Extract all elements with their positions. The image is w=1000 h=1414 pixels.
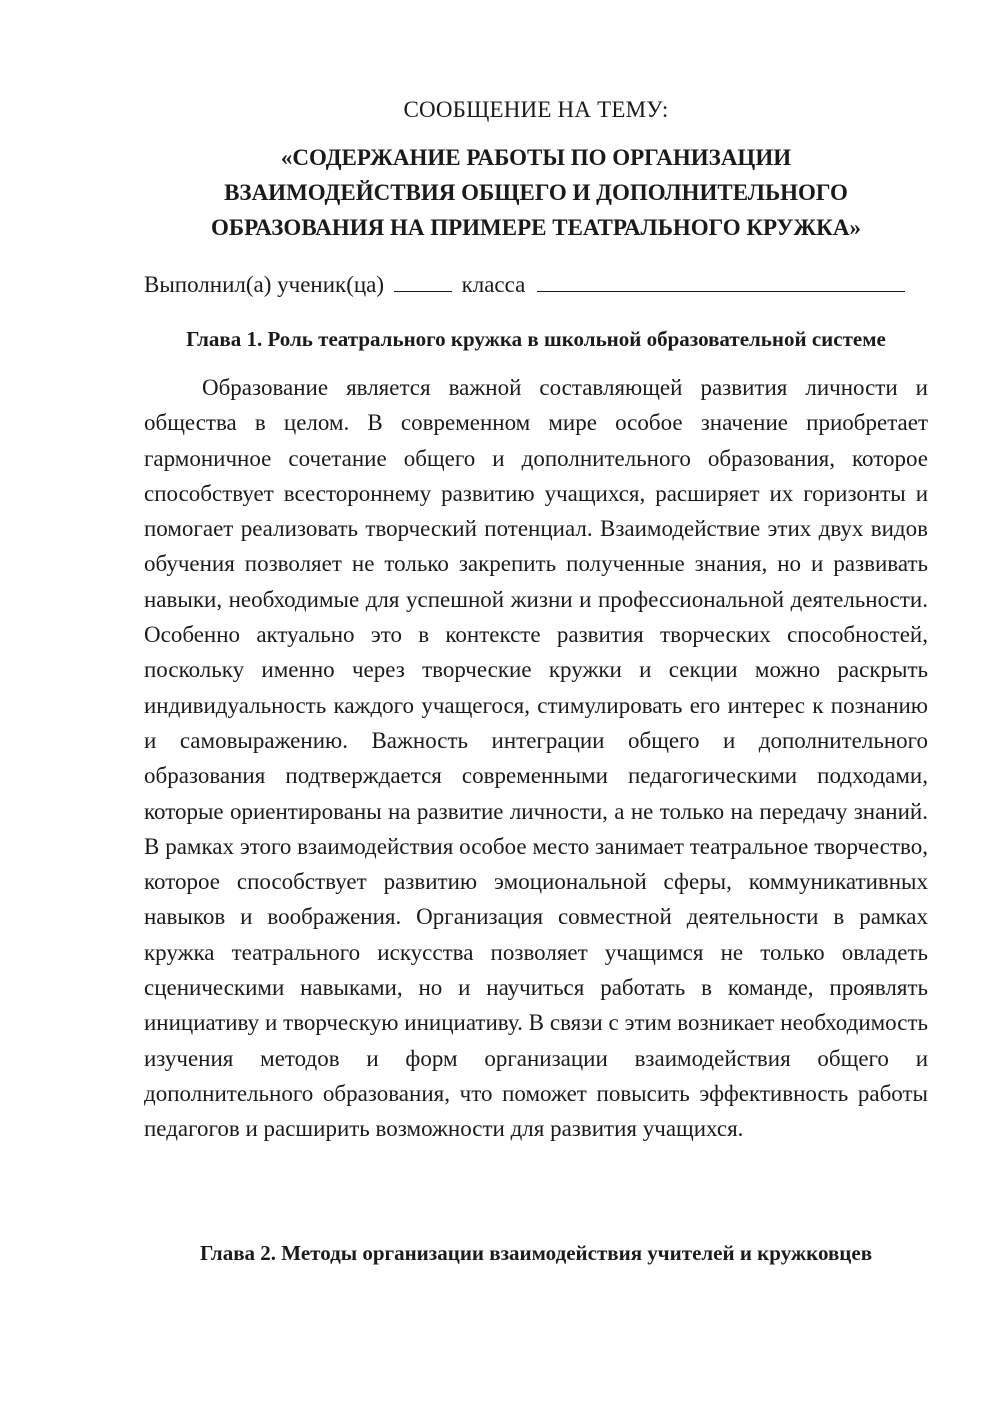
- student-name-blank: [537, 271, 905, 292]
- student-label: Выполнил(а) ученик(ца): [144, 272, 385, 297]
- class-number-blank: [394, 271, 452, 292]
- signature-line: [144, 268, 928, 302]
- chapter-1-title: Глава 1. Роль театрального кружка в школьной образовательной системе: [186, 327, 886, 351]
- class-label: класса: [461, 272, 526, 297]
- chapter-2-title: Глава 2. Методы организации взаимодействия учителей и кружковцев: [199, 1241, 873, 1265]
- chapter-1-paragraph: Образование является важной составляющей развития личности и общества в целом. В современном мире особое значение приобретает гармоничное сочетание общего и дополнительного образования, которое способствует всестороннему развитию учащихся, расширяет их горизонты и помогает реализовать творческий потенциал. Взаимодействие этих двух видов обучения позволяет не только закрепить полученные знания, но и развивать навыки, необходимые для успешной жизни и профессиональной деятельности. Особенно актуально это в контексте развития творческих способностей, поскольку именно через творческие кружки и секции можно раскрыть индивидуальность каждого учащегося, стимулировать его интерес к познанию и самовыражению. Важность интеграции общего и дополнительного образования подтверждается современными педагогическими подходами, которые ориентированы на развитие личности, а не только на передачу знаний. В рамках этого взаимодействия особое место занимает театральное творчество, которое способствует развитию эмоциональной сферы, коммуникативных навыков и воображения. Организация совместной деятельности в рамках кружка театрального искусства позволяет учащимся не только овладеть сценическими навыками, но и научиться работать в команде, проявлять инициативу и творческую инициативу. В связи с этим возникает необходимость изучения методов и форм организации взаимодействия общего и дополнительного образования, что поможет повысить эффективность работы педагогов и расширить возможности для развития учащихся.: [144, 375, 928, 1142]
- title-line-2: ВЗАИМОДЕЙСТВИЯ ОБЩЕГО И ДОПОЛНИТЕЛЬНОГО: [224, 180, 848, 205]
- title-line-1: «СОДЕРЖАНИЕ РАБОТЫ ПО ОРГАНИЗАЦИИ: [280, 145, 792, 170]
- document-header: СООБЩЕНИЕ НА ТЕМУ:: [403, 97, 669, 122]
- document-title: [144, 140, 928, 245]
- title-line-3: ОБРАЗОВАНИЯ НА ПРИМЕРЕ ТЕАТРАЛЬНОГО КРУЖКА»: [211, 215, 861, 240]
